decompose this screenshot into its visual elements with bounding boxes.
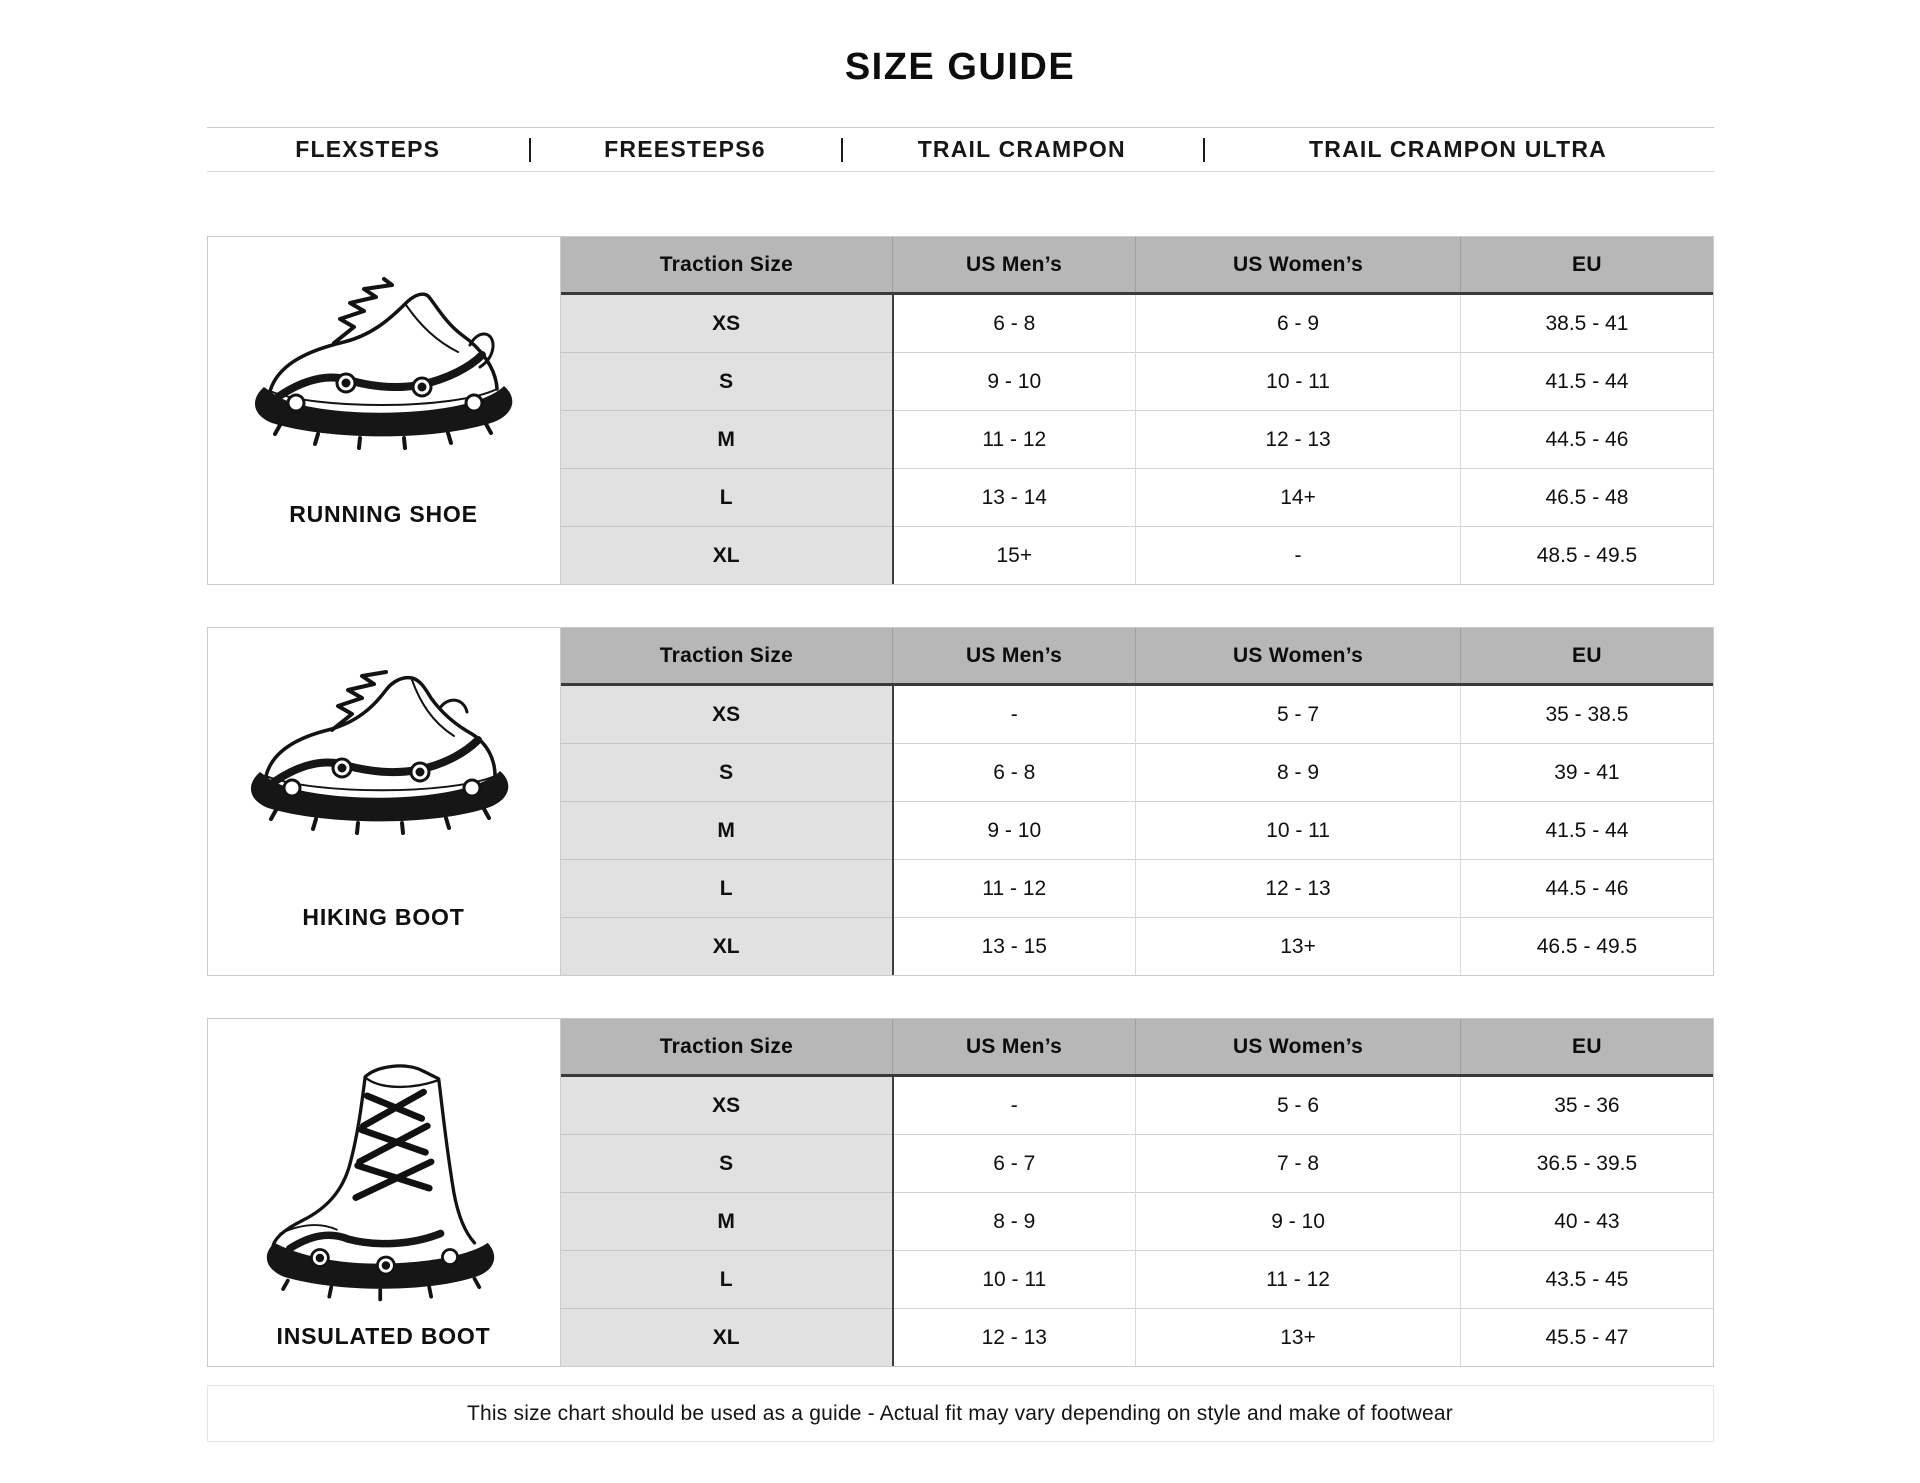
nav-item-trail-crampon-ultra[interactable]: TRAIL CRAMPON ULTRA: [1203, 128, 1714, 171]
us-mens-cell: 9 - 10: [893, 802, 1135, 860]
eu-cell: 41.5 - 44: [1461, 802, 1713, 860]
us-womens-cell: 12 - 13: [1135, 860, 1461, 918]
us-womens-cell: 14+: [1135, 469, 1461, 527]
traction-size-cell: M: [561, 411, 893, 469]
eu-cell: 43.5 - 45: [1461, 1251, 1713, 1309]
footer-note: This size chart should be used as a guide - Actual fit may vary depending on style and make of footwear: [467, 1401, 1453, 1425]
us-mens-cell: 6 - 8: [893, 744, 1135, 802]
eu-cell: 40 - 43: [1461, 1193, 1713, 1251]
column-header-traction-size: Traction Size: [561, 237, 893, 294]
us-mens-cell: -: [893, 685, 1135, 744]
nav-item-trail-crampon[interactable]: TRAIL CRAMPON: [841, 128, 1203, 171]
traction-size-cell: XL: [561, 918, 893, 976]
size-row-m: [561, 411, 1713, 469]
eu-cell: 46.5 - 49.5: [1461, 918, 1713, 976]
size-row-s: [561, 353, 1713, 411]
eu-cell: 44.5 - 46: [1461, 860, 1713, 918]
eu-cell: 41.5 - 44: [1461, 353, 1713, 411]
us-mens-cell: 15+: [893, 527, 1135, 585]
traction-size-cell: XS: [561, 685, 893, 744]
size-row-xl: [561, 1309, 1713, 1367]
us-mens-cell: 10 - 11: [893, 1251, 1135, 1309]
us-womens-cell: 10 - 11: [1135, 353, 1461, 411]
column-header-us-men-s: US Men’s: [893, 628, 1135, 685]
column-header-traction-size: Traction Size: [561, 628, 893, 685]
size-row-s: [561, 1135, 1713, 1193]
eu-cell: 36.5 - 39.5: [1461, 1135, 1713, 1193]
shoe-cell: [208, 628, 561, 975]
shoe-label: RUNNING SHOE: [289, 501, 478, 527]
traction-size-cell: XL: [561, 1309, 893, 1367]
size-section-running-shoe: [207, 236, 1714, 585]
running-shoe-icon: [233, 259, 535, 459]
size-table-header-row: [561, 628, 1713, 685]
us-womens-cell: 5 - 7: [1135, 685, 1461, 744]
size-table: [561, 628, 1713, 975]
eu-cell: 35 - 36: [1461, 1076, 1713, 1135]
traction-size-cell: M: [561, 1193, 893, 1251]
traction-size-cell: XS: [561, 294, 893, 353]
size-row-l: [561, 860, 1713, 918]
size-guide-page: [207, 0, 1714, 1442]
size-row-xs: [561, 685, 1713, 744]
us-womens-cell: 9 - 10: [1135, 1193, 1461, 1251]
size-section-hiking-boot: [207, 627, 1714, 976]
column-header-eu: EU: [1461, 1019, 1713, 1076]
size-row-l: [561, 469, 1713, 527]
nav-item-flexsteps[interactable]: FLEXSTEPS: [295, 136, 441, 162]
eu-cell: 45.5 - 47: [1461, 1309, 1713, 1367]
size-row-xs: [561, 1076, 1713, 1135]
product-nav: [207, 127, 1714, 172]
eu-cell: 35 - 38.5: [1461, 685, 1713, 744]
us-mens-cell: 13 - 14: [893, 469, 1135, 527]
size-row-s: [561, 744, 1713, 802]
shoe-label: INSULATED BOOT: [276, 1323, 491, 1349]
shoe-label: HIKING BOOT: [302, 904, 465, 930]
shoe-cell: [208, 1019, 561, 1366]
us-womens-cell: -: [1135, 527, 1461, 585]
column-header-traction-size: Traction Size: [561, 1019, 893, 1076]
size-section-insulated-boot: [207, 1018, 1714, 1367]
us-mens-cell: 8 - 9: [893, 1193, 1135, 1251]
us-womens-cell: 13+: [1135, 918, 1461, 976]
us-mens-cell: 6 - 7: [893, 1135, 1135, 1193]
size-tables-area: [207, 236, 1714, 1367]
column-header-us-women-s: US Women’s: [1135, 237, 1461, 294]
eu-cell: 46.5 - 48: [1461, 469, 1713, 527]
size-table-header-row: [561, 237, 1713, 294]
traction-size-cell: XL: [561, 527, 893, 585]
column-header-us-men-s: US Men’s: [893, 237, 1135, 294]
traction-size-cell: S: [561, 744, 893, 802]
traction-size-cell: XS: [561, 1076, 893, 1135]
traction-size-cell: L: [561, 860, 893, 918]
us-mens-cell: -: [893, 1076, 1135, 1135]
traction-size-cell: L: [561, 469, 893, 527]
us-mens-cell: 12 - 13: [893, 1309, 1135, 1367]
eu-cell: 38.5 - 41: [1461, 294, 1713, 353]
traction-size-cell: M: [561, 802, 893, 860]
eu-cell: 39 - 41: [1461, 744, 1713, 802]
us-womens-cell: 7 - 8: [1135, 1135, 1461, 1193]
column-header-eu: EU: [1461, 237, 1713, 294]
traction-size-cell: S: [561, 1135, 893, 1193]
us-womens-cell: 6 - 9: [1135, 294, 1461, 353]
size-row-m: [561, 1193, 1713, 1251]
us-mens-cell: 13 - 15: [893, 918, 1135, 976]
size-row-m: [561, 802, 1713, 860]
hiking-boot-icon: [233, 650, 535, 842]
us-womens-cell: 12 - 13: [1135, 411, 1461, 469]
size-table: [561, 1019, 1713, 1366]
size-row-xs: [561, 294, 1713, 353]
size-table: [561, 237, 1713, 584]
us-womens-cell: 8 - 9: [1135, 744, 1461, 802]
page-title: SIZE GUIDE: [844, 46, 1076, 88]
footer-note-box: [207, 1385, 1714, 1442]
traction-size-cell: L: [561, 1251, 893, 1309]
eu-cell: 48.5 - 49.5: [1461, 527, 1713, 585]
traction-size-cell: S: [561, 353, 893, 411]
us-mens-cell: 6 - 8: [893, 294, 1135, 353]
us-womens-cell: 10 - 11: [1135, 802, 1461, 860]
us-womens-cell: 5 - 6: [1135, 1076, 1461, 1135]
size-table-header-row: [561, 1019, 1713, 1076]
column-header-us-women-s: US Women’s: [1135, 628, 1461, 685]
us-mens-cell: 11 - 12: [893, 860, 1135, 918]
size-row-xl: [561, 527, 1713, 585]
insulated-boot-icon: [252, 1041, 516, 1309]
column-header-eu: EU: [1461, 628, 1713, 685]
size-row-l: [561, 1251, 1713, 1309]
eu-cell: 44.5 - 46: [1461, 411, 1713, 469]
us-mens-cell: 11 - 12: [893, 411, 1135, 469]
nav-item-freesteps6[interactable]: FREESTEPS6: [529, 128, 841, 171]
column-header-us-men-s: US Men’s: [893, 1019, 1135, 1076]
shoe-cell: [208, 237, 561, 584]
us-mens-cell: 9 - 10: [893, 353, 1135, 411]
us-womens-cell: 11 - 12: [1135, 1251, 1461, 1309]
us-womens-cell: 13+: [1135, 1309, 1461, 1367]
size-row-xl: [561, 918, 1713, 976]
column-header-us-women-s: US Women’s: [1135, 1019, 1461, 1076]
